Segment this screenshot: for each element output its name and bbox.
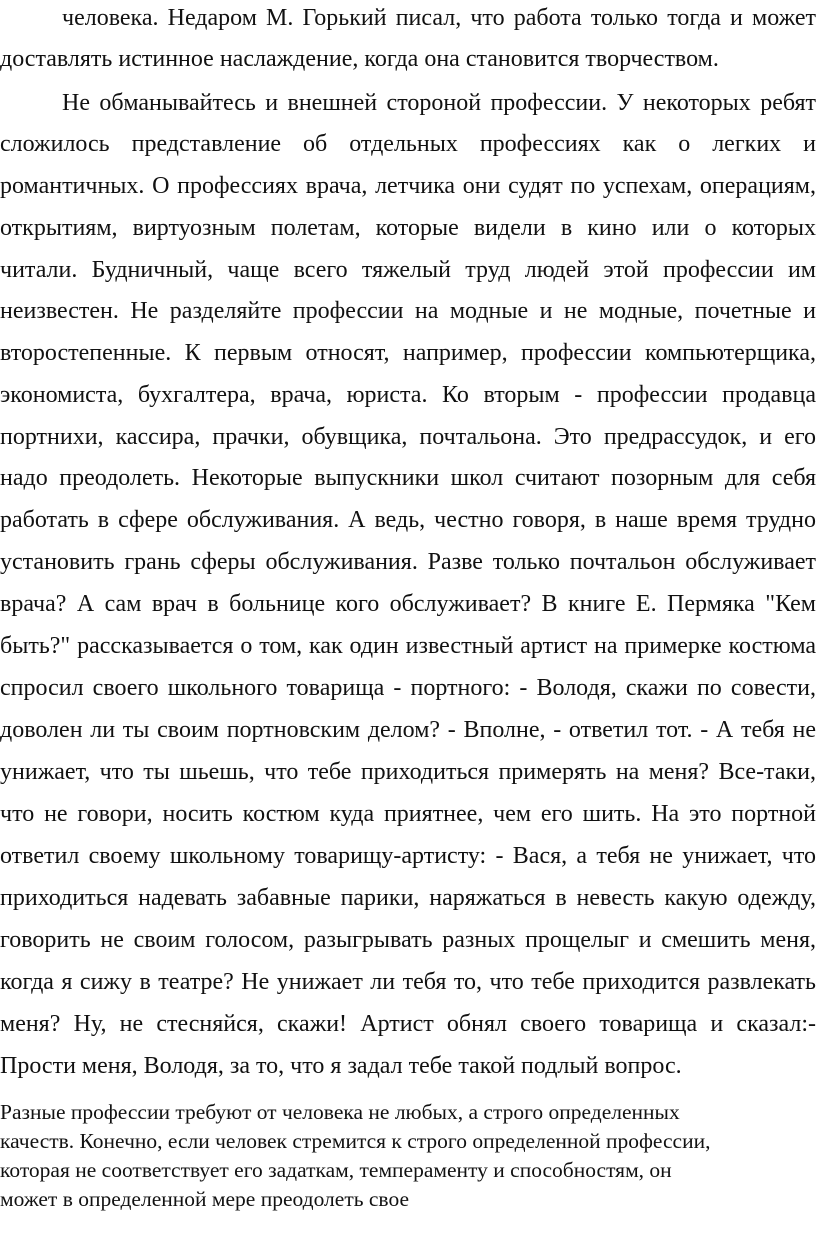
text-line: читали. Будничный, чаще всего тяжелый труд людей этой профессии им [0, 258, 816, 282]
text-line: спросил своего школьного товарища - портного: - Володя, скажи по совести, [0, 676, 816, 700]
text-line: доставлять истинное наслаждение, когда она становится творчеством. [0, 47, 719, 71]
text-line: которая не соответствует его задаткам, темпераменту и способностям, он [0, 1160, 672, 1182]
text-line: Разные профессии требуют от человека не любых, а строго определенных [0, 1102, 680, 1124]
text-line: Прости меня, Володя, за то, что я задал тебе такой подлый вопрос. [0, 1054, 682, 1078]
text-line: что не говори, носить костюм куда приятнее, чем его шить. На это портной [0, 802, 816, 826]
text-line: унижает, что ты шьешь, что тебе приходиться примерять на меня? Все-таки, [0, 760, 816, 784]
text-line: качеств. Конечно, если человек стремится к строго определенной профессии, [0, 1131, 711, 1153]
text-line: человека. Недаром М. Горький писал, что работа только тогда и может [62, 6, 816, 30]
text-line: быть?" рассказывается о том, как один известный артист на примерке костюма [0, 634, 816, 658]
text-line: сложилось представление об отдельных профессиях как о легких и [0, 132, 816, 156]
text-line: может в определенной мере преодолеть свое [0, 1189, 409, 1211]
text-line: когда я сижу в театре? Не унижает ли тебя то, что тебе приходится развлекать [0, 970, 816, 994]
text-line: Не обманывайтесь и внешней стороной профессии. У некоторых ребят [62, 91, 816, 115]
text-line: врача? А сам врач в больнице кого обслуживает? В книге Е. Пермяка "Кем [0, 592, 816, 616]
text-line: говорить не своим голосом, разыгрывать разных прощелыг и смешить меня, [0, 928, 816, 952]
text-line: открытиям, виртуозным полетам, которые видели в кино или о которых [0, 216, 816, 240]
text-line: неизвестен. Не разделяйте профессии на модные и не модные, почетные и [0, 299, 816, 323]
text-line: надо преодолеть. Некоторые выпускники школ считают позорным для себя [0, 466, 816, 490]
text-line: ответил своему школьному товарищу-артисту: - Вася, а тебя не унижает, что [0, 844, 816, 868]
text-line: установить грань сферы обслуживания. Разве только почтальон обслуживает [0, 550, 816, 574]
text-line: портнихи, кассира, прачки, обувщика, почтальона. Это предрассудок, и его [0, 425, 816, 449]
text-line: меня? Ну, не стесняйся, скажи! Артист обнял своего товарища и сказал:- [0, 1012, 816, 1036]
text-line: экономиста, бухгалтера, врача, юриста. Ко вторым - профессии продавца [0, 383, 816, 407]
text-line: приходиться надевать забавные парики, наряжаться в невесть какую одежду, [0, 886, 816, 910]
text-line: романтичных. О профессиях врача, летчика они судят по успехам, операциям, [0, 174, 816, 198]
text-line: второстепенные. К первым относят, например, профессии компьютерщика, [0, 341, 816, 365]
text-line: доволен ли ты своим портновским делом? - Вполне, - ответил тот. - А тебя не [0, 718, 816, 742]
text-line: работать в сфере обслуживания. А ведь, честно говоря, в наше время трудно [0, 508, 816, 532]
